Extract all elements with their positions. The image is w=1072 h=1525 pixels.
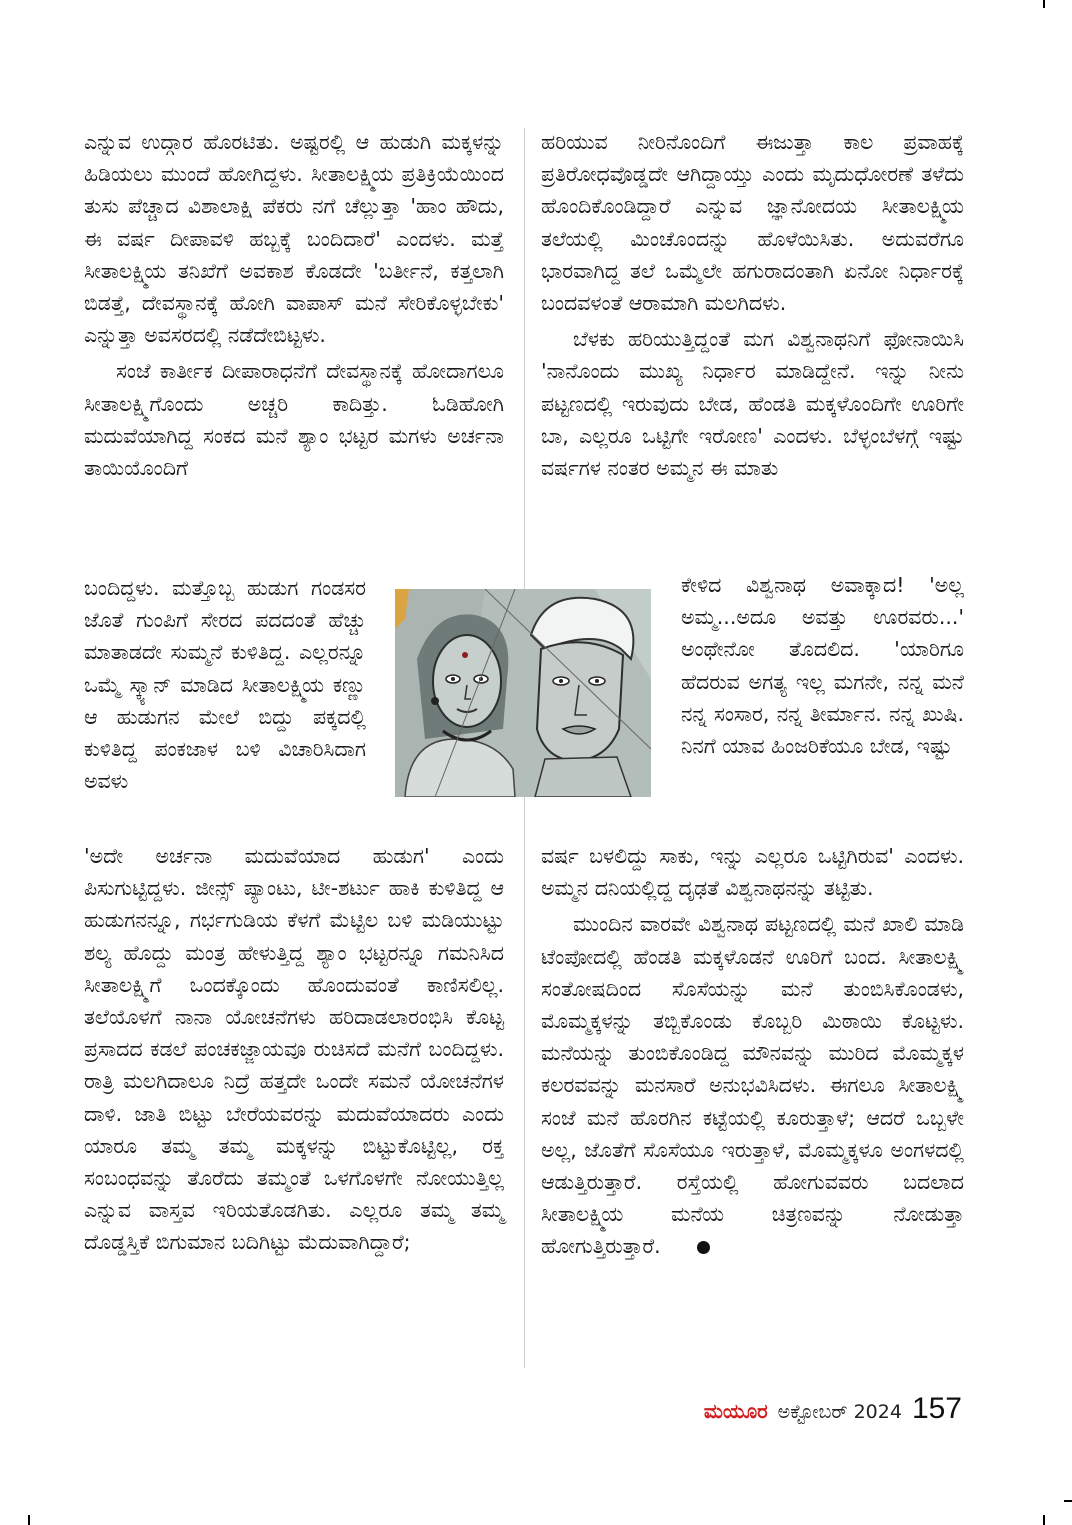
paragraph-text: ಮುಂದಿನ ವಾರವೇ ವಿಶ್ವನಾಥ ಪಟ್ಟಣದಲ್ಲಿ ಮನೆ ಖಾಲಿ ಮಾಡಿ ಟೆಂಪೋದಲ್ಲಿ ಹೆಂಡತಿ ಮಕ್ಕಳೊಡನೆ ಊರಿಗೆ ಬಂದ. ಸೀತಾಲಕ್ಷ್ಮಿ ಸಂತೋಷದಿಂದ ಸೊಸೆಯನ್ನು ಮನೆ ತುಂಬಿಸಿಕೊಂಡಳು, ಮೊಮ್ಮಕ್ಕಳನ್ನು ತಬ್ಬಿಕೊಂಡು ಕೊಬ್ಬರಿ ಮಿಠಾಯಿ ಕೊಟ್ಟಳು. ಮನೆಯನ್ನು ತುಂಬಿಕೊಂಡಿದ್ದ ಮೌನವನ್ನು ಮುರಿದ ಮೊಮ್ಮಕ್ಕಳ ಕಲರವವನ್ನು ಮನಸಾರೆ ಅನುಭವಿಸಿದಳು. ಈಗಲೂ ಸೀತಾಲಕ್ಷ್ಮಿ ಸಂಜೆ ಮನೆ ಹೊರಗಿನ ಕಟ್ಟೆಯಲ್ಲಿ ಕೂರುತ್ತಾಳೆ; ಆದರೆ ಒಬ್ಬಳೇ ಅಲ್ಲ, ಜೊತೆಗೆ ಸೊಸೆಯೂ ಇರುತ್ತಾಳೆ, ಮೊಮ್ಮಕ್ಕಳೂ ಅಂಗಳದಲ್ಲಿ ಆಡುತ್ತಿರುತ್ತಾರೆ. ರಸ್ತೆಯಲ್ಲಿ ಹೋಗುವವರು ಬದಲಾದ ಸೀತಾಲಕ್ಷ್ಮಿಯ ಮನೆಯ ಚಿತ್ರಣವನ್ನು ನೋಡುತ್ತಾ ಹೋಗುತ್ತಿರುತ್ತಾರೆ.	[541, 912, 964, 1259]
paragraph: ಕೇಳಿದ ವಿಶ್ವನಾಥ ಅವಾಕ್ಕಾದ! 'ಅಲ್ಲ ಅಮ್ಮ...ಅದೂ ಅವತ್ತು ಊರವರು...' ಅಂಥೇನೋ ತೊದಲಿದ. 'ಯಾರಿಗೂ ಹೆದರುವ ಅಗತ್ಯ ಇಲ್ಲ ಮಗನೇ, ನನ್ನ ಮನೆ ನನ್ನ ಸಂಸಾರ, ನನ್ನ ತೀರ್ಮಾನ. ನನ್ನ ಖುಷಿ. ನಿನಗೆ ಯಾವ ಹಿಂಜರಿಕೆಯೂ ಬೇಡ, ಇಷ್ಟು	[681, 573, 964, 759]
paragraph	[541, 908, 964, 1262]
couple-illustration	[395, 589, 651, 797]
story-illustration	[395, 589, 651, 797]
left-column-bottom	[84, 840, 504, 1259]
page-number: 157	[911, 1392, 962, 1425]
paragraph: ಬೆಳಕು ಹರಿಯುತ್ತಿದ್ದಂತೆ ಮಗ ವಿಶ್ವನಾಥನಿಗೆ ಫೋನಾಯಿಸಿ 'ನಾನೊಂದು ಮುಖ್ಯ ನಿರ್ಧಾರ ಮಾಡಿದ್ದೇನೆ. ಇನ್ನು ನೀನು ಪಟ್ಟಣದಲ್ಲಿ ಇರುವುದು ಬೇಡ, ಹೆಂಡತಿ ಮಕ್ಕಳೊಂದಿಗೇ ಊರಿಗೇ ಬಾ, ಎಲ್ಲರೂ ಒಟ್ಟಿಗೇ ಇರೋಣ' ಎಂದಳು. ಬೆಳ್ಳಂಬೆಳಗ್ಗೆ ಇಷ್ಟು ವರ್ಷಗಳ ನಂತರ ಅಮ್ಮನ ಈ ಮಾತು	[541, 327, 964, 481]
paragraph: ಬಂದಿದ್ದಳು. ಮತ್ತೊಬ್ಬ ಹುಡುಗ ಗಂಡಸರ ಜೊತೆ ಗುಂಪಿಗೆ ಸೇರದ ಪದದಂತೆ ಹೆಚ್ಚು ಮಾತಾಡದೇ ಸುಮ್ಮನೆ ಕುಳಿತಿದ್ದ. ಎಲ್ಲರನ್ನೂ ಒಮ್ಮೆ ಸ್ಕ್ಯಾನ್ ಮಾಡಿದ ಸೀತಾಲಕ್ಷ್ಮಿಯ ಕಣ್ಣು ಆ ಹುಡುಗನ ಮೇಲೆ ಬಿದ್ದು ಪಕ್ಕದಲ್ಲಿ ಕುಳಿತಿದ್ದ ಪಂಕಜಾಳ ಬಳಿ ವಿಚಾರಿಸಿದಾಗ ಅವಳು	[84, 576, 366, 794]
paragraph: 'ಅದೇ ಅರ್ಚನಾ ಮದುವೆಯಾದ ಹುಡುಗ' ಎಂದು ಪಿಸುಗುಟ್ಟಿದ್ದಳು. ಜೀನ್ಸ್ ಪ್ಯಾಂಟು, ಟೀ-ಶರ್ಟು ಹಾಕಿ ಕುಳಿತಿದ್ದ ಆ ಹುಡುಗನನ್ನೂ, ಗರ್ಭಗುಡಿಯ ಕೆಳಗೆ ಮೆಟ್ಟಿಲ ಬಳಿ ಮಡಿಯುಟ್ಟು ಶಲ್ಯ ಹೊದ್ದು ಮಂತ್ರ ಹೇಳುತ್ತಿದ್ದ ಶ್ಯಾಂ ಭಟ್ಟರನ್ನೂ ಗಮನಿಸಿದ ಸೀತಾಲಕ್ಷ್ಮಿಗೆ ಒಂದಕ್ಕೊಂದು ಹೊಂದುವಂತೆ ಕಾಣಿಸಲಿಲ್ಲ. ತಲೆಯೊಳಗೆ ನಾನಾ ಯೋಚನೆಗಳು ಹರಿದಾಡಲಾರಂಭಿಸಿ ಕೊಟ್ಟ ಪ್ರಸಾದದ ಕಡಲೆ ಪಂಚಕಜ್ಜಾಯವೂ ರುಚಿಸದೆ ಮನೆಗೆ ಬಂದಿದ್ದಳು. ರಾತ್ರಿ ಮಲಗಿದಾಲೂ ನಿದ್ರೆ ಹತ್ತದೇ ಒಂದೇ ಸಮನೆ ಯೋಚನೆಗಳ ದಾಳಿ. ಜಾತಿ ಬಿಟ್ಟು ಬೇರೆಯವರನ್ನು ಮದುವೆಯಾದರು ಎಂದು ಯಾರೂ ತಮ್ಮ ತಮ್ಮ ಮಕ್ಕಳನ್ನು ಬಿಟ್ಟುಕೊಟ್ಟಿಲ್ಲ, ರಕ್ತ ಸಂಬಂಧವನ್ನು ತೊರೆದು ತಮ್ಮಂತೆ ಒಳಗೊಳಗೇ ನೋಯುತ್ತಿಲ್ಲ ಎನ್ನುವ ವಾಸ್ತವ ಇರಿಯತೊಡಗಿತು. ಎಲ್ಲರೂ ತಮ್ಮ ತಮ್ಮ ದೊಡ್ಡಸ್ತಿಕೆ ಬಿಗುಮಾನ ಬದಿಗಿಟ್ಟು ಮೆದುವಾಗಿದ್ದಾರೆ;	[84, 844, 504, 1255]
paragraph: ಎನ್ನುವ ಉದ್ಗಾರ ಹೊರಟಿತು. ಅಷ್ಟರಲ್ಲಿ ಆ ಹುಡುಗಿ ಮಕ್ಕಳನ್ನು ಹಿಡಿಯಲು ಮುಂದೆ ಹೋಗಿದ್ದಳು. ಸೀತಾಲಕ್ಷ್ಮಿಯ ಪ್ರತಿಕ್ರಿಯೆಯಿಂದ ತುಸು ಪೆಚ್ಚಾದ ವಿಶಾಲಾಕ್ಷಿ ಪೆಕರು ನಗೆ ಚೆಲ್ಲುತ್ತಾ 'ಹಾಂ ಹೌದು, ಈ ವರ್ಷ ದೀಪಾವಳಿ ಹಬ್ಬಕ್ಕೆ ಬಂದಿದಾರೆ' ಎಂದಳು. ಮತ್ತೆ ಸೀತಾಲಕ್ಷ್ಮಿಯ ತನಿಖೆಗೆ ಅವಕಾಶ ಕೊಡದೇ 'ಬರ್ತೀನೆ, ಕತ್ತಲಾಗಿ ಬಿಡತ್ತೆ, ದೇವಸ್ಥಾನಕ್ಕೆ ಹೋಗಿ ವಾಪಾಸ್ ಮನೆ ಸೇರಿಕೊಳ್ಳಬೇಕು' ಎನ್ನುತ್ತಾ ಅವಸರದಲ್ಲಿ ನಡೆದೇಬಿಟ್ಟಳು.	[84, 130, 504, 348]
paragraph: ಹರಿಯುವ ನೀರಿನೊಂದಿಗೆ ಈಜುತ್ತಾ ಕಾಲ ಪ್ರವಾಹಕ್ಕೆ ಪ್ರತಿರೋಧವೊಡ್ಡದೇ ಆಗಿದ್ದಾಯ್ತು ಎಂದು ಮೃದುಧೋರಣೆ ತಳೆದು ಹೊಂದಿಕೊಂಡಿದ್ದಾರೆ ಎನ್ನುವ ಜ್ಞಾನೋದಯ ಸೀತಾಲಕ್ಷ್ಮಿಯ ತಲೆಯಲ್ಲಿ ಮಿಂಚೊಂದನ್ನು ಹೊಳೆಯಿಸಿತು. ಅದುವರೆಗೂ ಭಾರವಾಗಿದ್ದ ತಲೆ ಒಮ್ಮೆಲೇ ಹಗುರಾದಂತಾಗಿ ಏನೋ ನಿರ್ಧಾರಕ್ಕೆ ಬಂದವಳಂತೆ ಆರಾಮಾಗಿ ಮಲಗಿದಳು.	[541, 130, 964, 316]
issue-date: ಅಕ್ಟೋಬರ್ 2024	[777, 1401, 902, 1423]
right-wrap-text	[681, 569, 964, 762]
paragraph: ವರ್ಷ ಬಳಲಿದ್ದು ಸಾಕು, ಇನ್ನು ಎಲ್ಲರೂ ಒಟ್ಟಿಗಿರುವ' ಎಂದಳು. ಅಮ್ಮನ ದನಿಯಲ್ಲಿದ್ದ ದೃಢತೆ ವಿಶ್ವನಾಥನನ್ನು ತಟ್ಟಿತು.	[541, 844, 964, 901]
crop-mark	[1043, 0, 1045, 8]
page-footer	[704, 1392, 962, 1426]
left-wrap-text	[84, 572, 366, 797]
paragraph: ಸಂಜೆ ಕಾರ್ತೀಕ ದೀಪಾರಾಧನೆಗೆ ದೇವಸ್ಥಾನಕ್ಕೆ ಹೋದಾಗಲೂ ಸೀತಾಲಕ್ಷ್ಮಿಗೊಂದು ಅಚ್ಚರಿ ಕಾದಿತ್ತು. ಓಡಿಹೋಗಿ ಮದುವೆಯಾಗಿದ್ದ ಸಂಕದ ಮನೆ ಶ್ಯಾಂ ಭಟ್ಟರ ಮಗಳು ಅರ್ಚನಾ ತಾಯಿಯೊಂದಿಗೆ	[84, 359, 504, 481]
crop-mark	[1043, 1515, 1045, 1525]
right-column-bottom	[541, 840, 964, 1263]
right-column	[541, 126, 964, 484]
crop-mark	[1064, 1500, 1072, 1502]
magazine-logo: ಮಯೂರ	[703, 1399, 768, 1423]
end-mark-icon	[697, 1241, 710, 1254]
crop-mark	[28, 1515, 30, 1525]
left-column	[84, 126, 504, 484]
